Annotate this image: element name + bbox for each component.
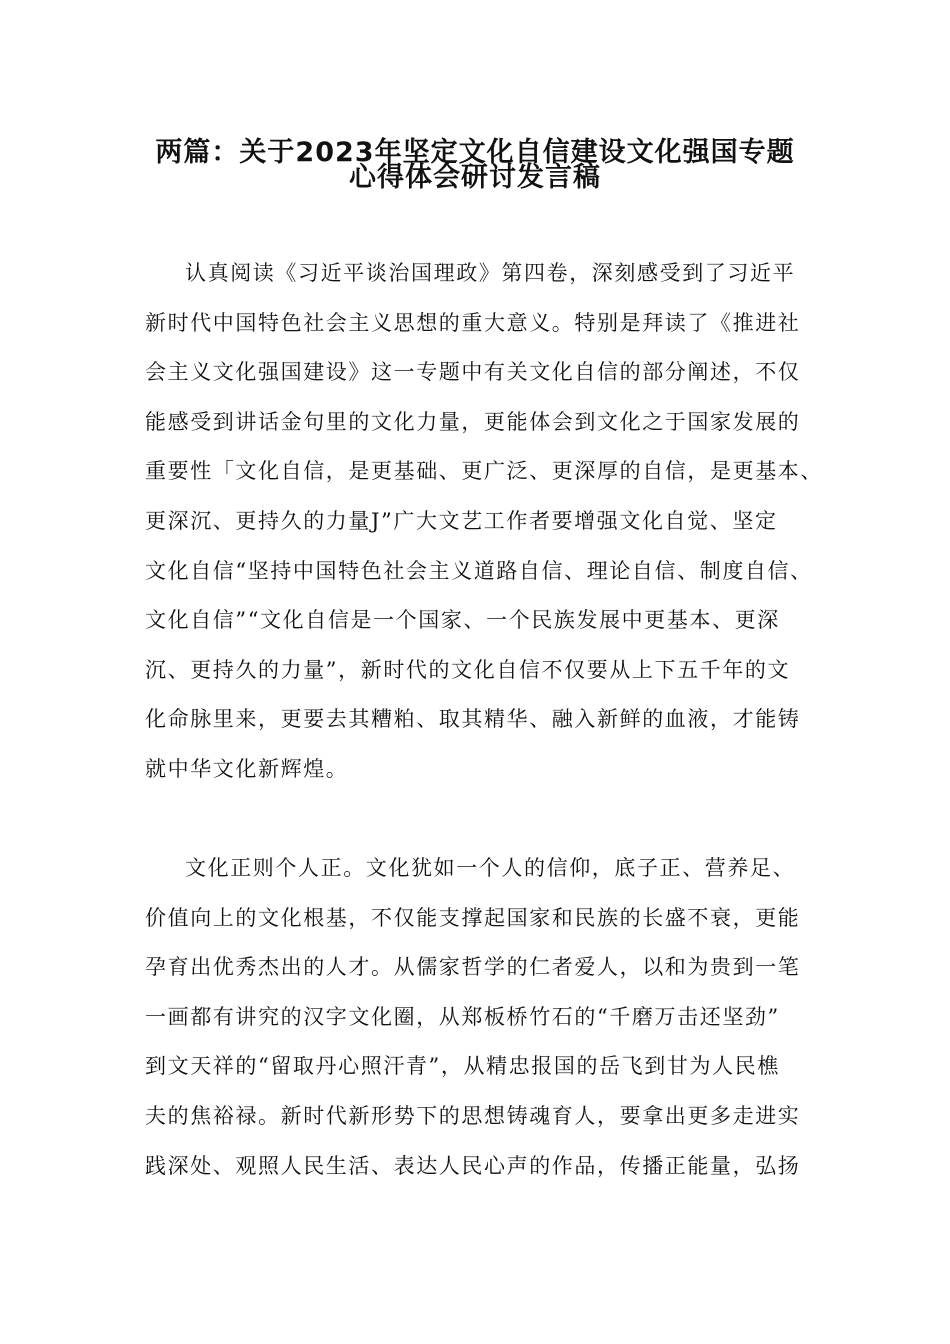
paragraph-line: 文化自信”“文化自信是一个国家、一个民族发展中更基本、更深 <box>145 608 780 633</box>
paragraph-2 <box>145 844 825 1191</box>
paragraph-line: 价值向上的文化根基，不仅能支撑起国家和民族的长盛不衰，更能 <box>145 905 801 930</box>
paragraph-line: 到文天祥的“留取丹心照汗青”，从精忠报国的岳飞到甘为人民樵 <box>145 1054 780 1079</box>
paragraph-line: 新时代中国特色社会主义思想的重大意义。特别是拜读了《推进社 <box>145 310 801 335</box>
paragraph-line: 孕育出优秀杰出的人才。从儒家哲学的仁者爱人，以和为贵到一笔 <box>145 955 801 980</box>
paragraph-line: 能感受到讲话金句里的文化力量，更能体会到文化之于国家发展的 <box>145 409 801 434</box>
document-title-line-2: 心得体会研讨发言稿 <box>349 162 601 193</box>
paragraph-line: 践深处、观照人民生活、表达人民心声的作品，传播正能量，弘扬 <box>145 1153 801 1178</box>
paragraph-line: 文化自信“坚持中国特色社会主义道路自信、理论自信、制度自信、 <box>145 558 813 583</box>
paragraph-line: 化命脉里来，更要去其糟粕、取其精华、融入新鲜的血液，才能铸 <box>145 707 801 732</box>
paragraph-line: 更深沉、更持久的力量J”广大文艺工作者要增强文化自觉、坚定 <box>145 508 778 533</box>
paragraph-1 <box>145 249 825 795</box>
paragraph-line: 就中华文化新辉煌。 <box>145 756 349 781</box>
paragraph-line: 夫的焦裕禄。新时代新形势下的思想铸魂育人，要拿出更多走进实 <box>145 1103 801 1128</box>
paragraph-line: 会主义文化强国建设》这一专题中有关文化自信的部分阐述，不仅 <box>145 360 801 385</box>
paragraph-line: 认真阅读《习近平谈治国理政》第四卷，深刻感受到了习近平 <box>185 261 796 285</box>
paragraph-line: 文化正则个人正。文化犹如一个人的信仰，底子正、营养足、 <box>185 856 796 880</box>
document-title-line-1: 两篇：关于2023年坚定文化自信建设文化强国专题 <box>155 137 795 168</box>
paragraph-line: 沉、更持久的力量”，新时代的文化自信不仅要从上下五千年的文 <box>145 657 791 682</box>
paragraph-line: 重要性「文化自信，是更基础、更广泛、更深厚的自信，是更基本、 <box>145 459 823 484</box>
paragraph-line: 一画都有讲究的汉字文化圈，从郑板桥竹石的“千磨万击还坚劲” <box>145 1004 780 1029</box>
